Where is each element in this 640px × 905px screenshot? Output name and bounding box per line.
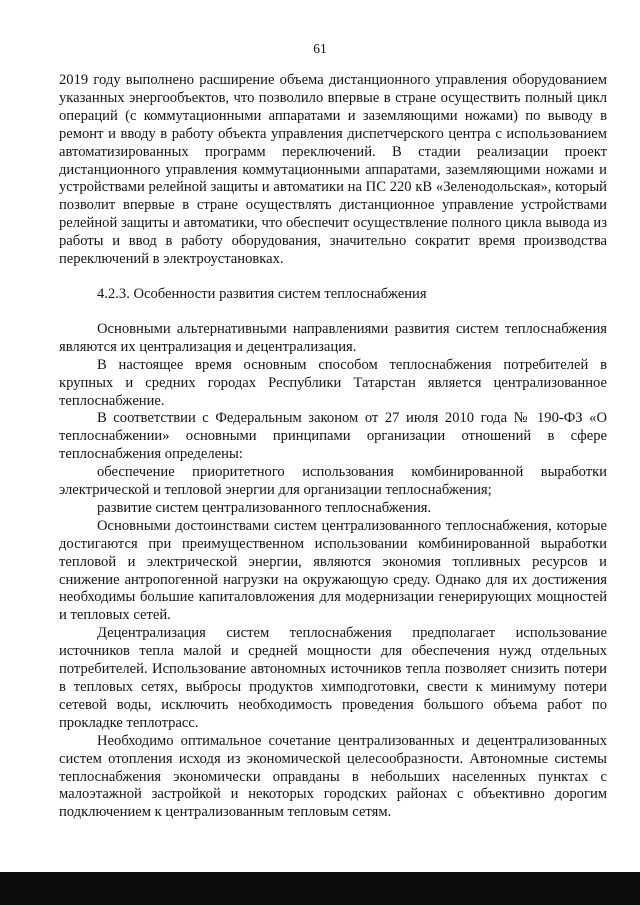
list-item-development: развитие систем централизованного теплоснабжения. xyxy=(97,499,432,516)
paragraph-federal-law: В соответствии с Федеральным законом от 27 июля 2010 года № 190-ФЗ «О теплоснабжении» основными принципами организации отношений в сфере теплоснабжения определены: xyxy=(59,410,607,463)
paragraph-alternatives: Основными альтернативными направлениями развития систем теплоснабжения являются их централизация и децентрализация. xyxy=(59,320,607,355)
section-heading: 4.2.3. Особенности развития систем теплоснабжения xyxy=(97,285,427,302)
paragraph-remote-control: 2019 году выполнено расширение объема дистанционного управления оборудованием указанных энергообъектов, что позволило впервые в стране осуществить полный цикл операций (с коммутационными аппаратами и заземляющими ножами) по выводу в ремонт и вводу в работу объекта управления диспетчерского центра с использованием автоматизированных программ переключений. В стадии реализации проект дистанционного управления коммутационными аппаратами, заземляющими ножами и устройствами релейной защиты и автоматики на ПС 220 кВ «Зеленодольская», который позволит впервые в стране осуществлять дистанционное управление устройствами релейной защиты и автоматики, что обеспечит осуществление полного цикла вывода из работы и ввод в работу оборудования, значительно сократит время производства переключений в электроустановках. xyxy=(59,72,607,268)
list-item-priority: обеспечение приоритетного использования комбинированной выработки электрической и тепловой энергии для организации теплоснабжения; xyxy=(59,464,607,499)
paragraph-current-method: В настоящее время основным способом теплоснабжения потребителей в крупных и средних городах Республики Татарстан является централизованное теплоснабжение. xyxy=(59,356,607,409)
document-body xyxy=(59,72,607,822)
paragraph-optimal-combination: Необходимо оптимальное сочетание централизованных и децентрализованных систем отопления исходя из экономической целесообразности. Автономные системы теплоснабжения экономически оправданы в небольших населенных пунктах с малоэтажной застройкой и некоторых городских районах с объективно дорогим подключением к централизованным тепловым сетям. xyxy=(59,732,607,821)
page-number: 61 xyxy=(313,41,327,56)
paragraph-advantages: Основными достоинствами систем централизованного теплоснабжения, которые достигаются при преимущественном использовании комбинированной выработки тепловой и электрической энергии, являются экономия топливных ресурсов и снижение антропогенной нагрузки на окружающую среду. Однако для их достижения необходимы большие капиталовложения для модернизации генерирующих мощностей и тепловых сетей. xyxy=(59,517,607,624)
scan-bottom-edge xyxy=(0,872,640,905)
paragraph-decentralization: Децентрализация систем теплоснабжения предполагает использование источников тепла малой и средней мощности для обеспечения нужд отдельных потребителей. Использование автономных источников тепла позволяет снизить потери в тепловых сетях, выбросы продуктов химподготовки, свести к минимуму потери сетевой воды, исключить необходимость проведения большого объема работ по прокладке теплотрасс. xyxy=(59,625,607,731)
